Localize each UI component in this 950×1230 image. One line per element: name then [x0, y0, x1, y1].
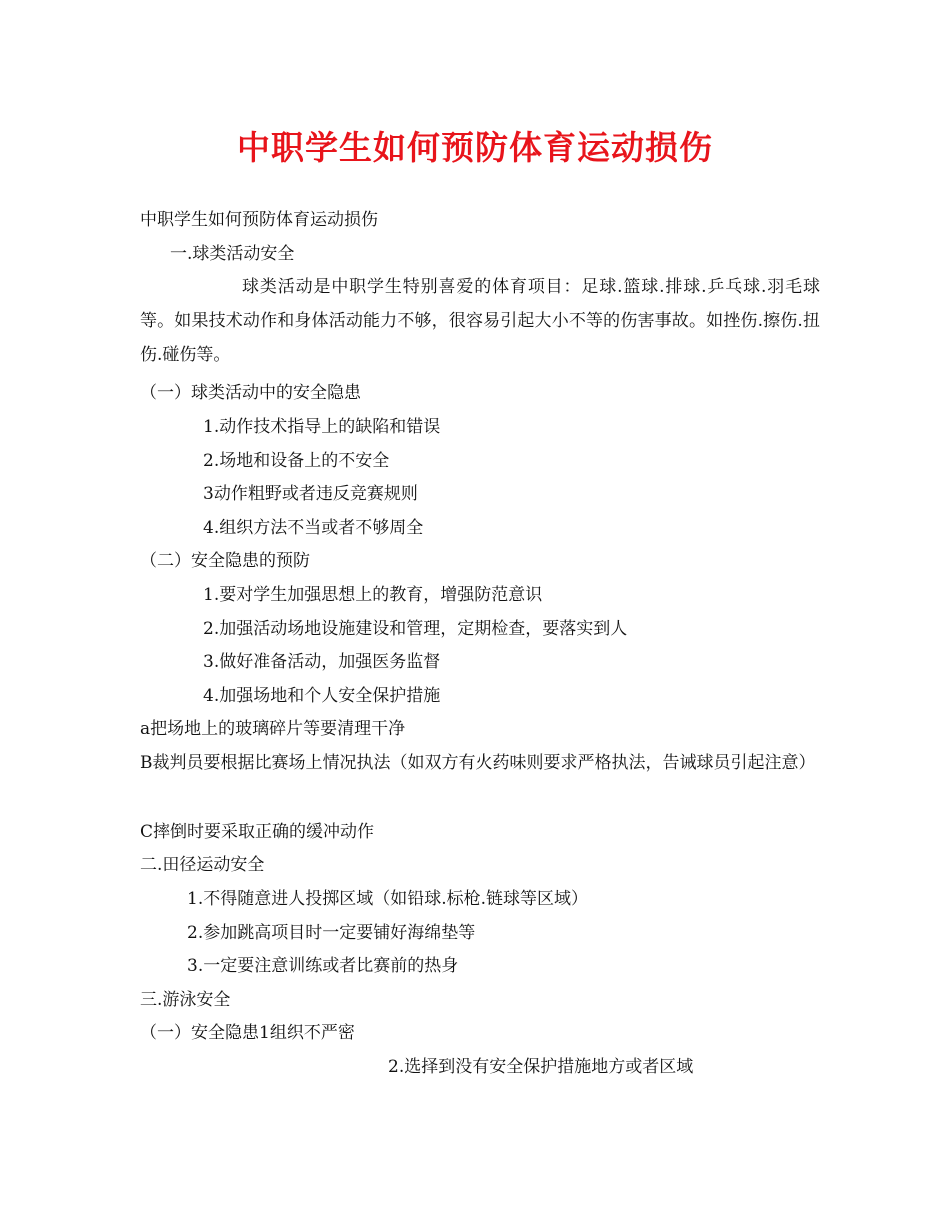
list-item: 1.动作技术指导上的缺陷和错误: [203, 417, 441, 437]
section1-paragraph: 球类活动是中职学生特别喜爱的体育项目：足球.篮球.排球.乒乓球.羽毛球等。如果技术动作和身体活动能力不够，很容易引起大小不等的伤害事故。如挫伤.擦伤.扭伤.碰伤等。: [140, 277, 820, 365]
document-title: 中职学生如何预防体育运动损伤: [237, 128, 713, 167]
section1-sub2-heading: （二）安全隐患的预防: [140, 551, 310, 571]
list-item: 2.选择到没有安全保护措施地方或者区域: [388, 1057, 694, 1077]
section1-sub1-heading: （一）球类活动中的安全隐患: [140, 383, 361, 403]
list-item: 2.场地和设备上的不安全: [203, 451, 390, 471]
list-item: 2.参加跳高项目时一定要铺好海绵垫等: [187, 923, 476, 943]
list-item: 4.加强场地和个人安全保护措施: [203, 686, 441, 706]
list-item: 1.不得随意进人投掷区域（如铅球.标枪.链球等区域）: [187, 889, 589, 909]
measure-item: C摔倒时要采取正确的缓冲动作: [140, 822, 375, 842]
section3-heading: 三.游泳安全: [140, 990, 231, 1010]
measure-item: B裁判员要根据比赛场上情况执法（如双方有火药味则要求严格执法，告诫球员引起注意）: [140, 753, 816, 773]
measure-item: a把场地上的玻璃碎片等要清理干净: [140, 719, 406, 739]
section2-heading: 二.田径运动安全: [140, 855, 265, 875]
list-item: 3动作粗野或者违反竞赛规则: [203, 484, 418, 504]
list-item: 1.要对学生加强思想上的教育，增强防范意识: [203, 585, 543, 605]
section3-sub1-line: （一）安全隐患1组织不严密: [140, 1023, 355, 1043]
list-item: 3.一定要注意训练或者比赛前的热身: [187, 956, 459, 976]
list-item: 3.做好准备活动，加强医务监督: [203, 652, 441, 672]
list-item: 4.组织方法不当或者不够周全: [203, 518, 424, 538]
section1-heading: 一.球类活动安全: [170, 244, 295, 264]
list-item: 2.加强活动场地设施建设和管理，定期检查，要落实到人: [203, 619, 628, 639]
intro-heading: 中职学生如何预防体育运动损伤: [140, 210, 378, 230]
